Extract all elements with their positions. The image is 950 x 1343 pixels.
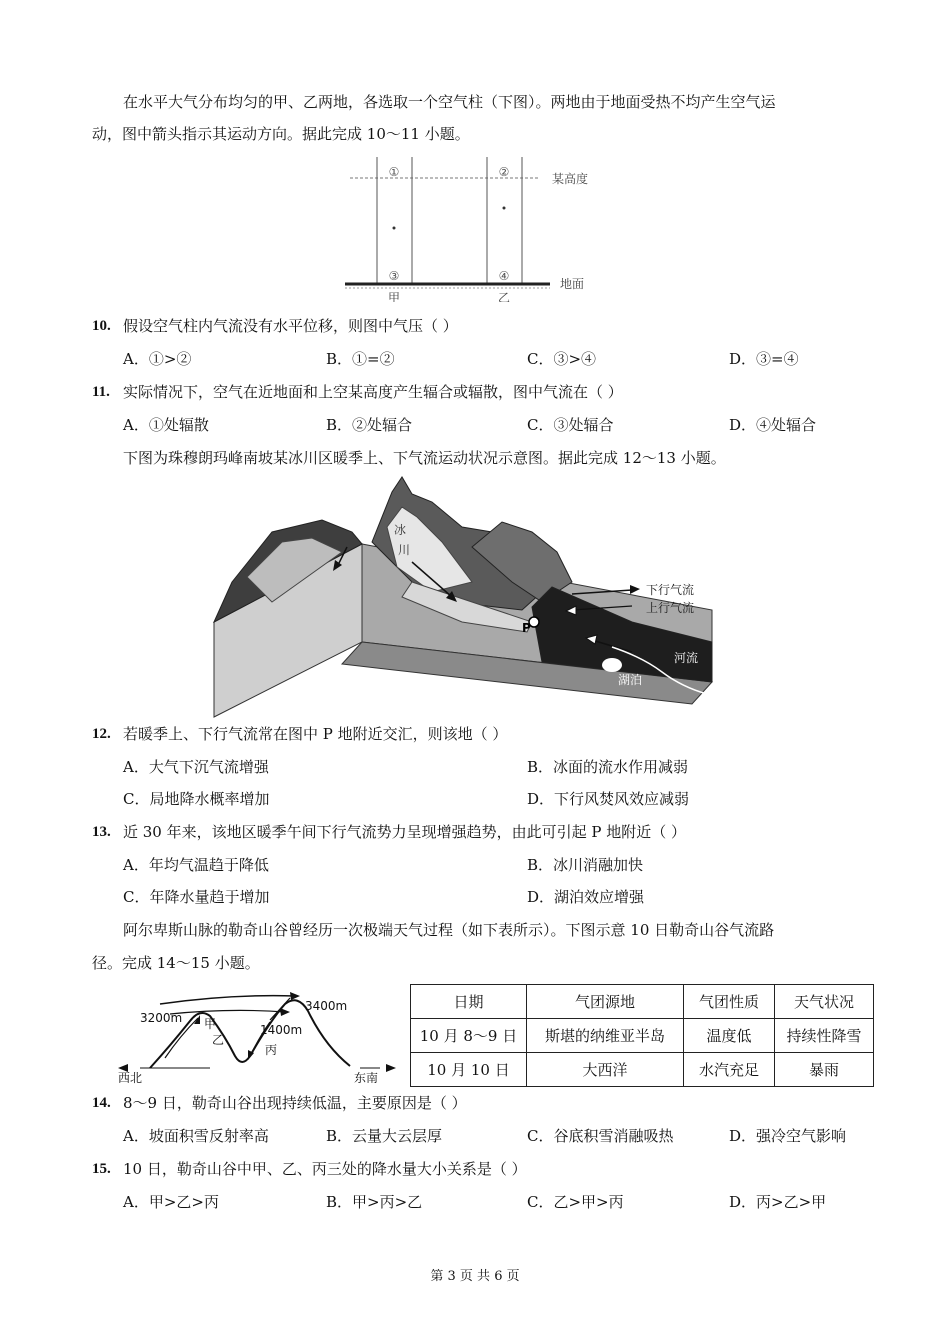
point-jia: 甲 <box>204 1017 217 1031</box>
q13-number: 13. <box>92 824 111 840</box>
q13-option-b[interactable]: B．冰川消融加快 <box>527 856 644 874</box>
q10-option-c[interactable]: C．③>④ <box>527 350 597 368</box>
page-footer: 第 3 页 共 6 页 <box>430 1269 520 1284</box>
up-flow-label: 上行气流 <box>646 601 695 615</box>
q12-stem: 若暖季上、下行气流常在图中 P 地附近交汇，则该地（ ） <box>123 725 508 743</box>
q11-option-c[interactable]: C．③处辐合 <box>527 416 614 434</box>
q10-option-b[interactable]: B．①=② <box>326 350 395 368</box>
marker-2: ② <box>498 165 510 179</box>
q11-option-d[interactable]: D．④处辐合 <box>729 416 817 434</box>
river-label: 河流 <box>674 651 699 665</box>
q14-option-d[interactable]: D．强冷空气影响 <box>729 1127 847 1145</box>
intro-14-15-line2: 径。完成 14～15 小题。 <box>92 954 260 972</box>
q15-option-d[interactable]: D．丙>乙>甲 <box>729 1193 827 1211</box>
q15-number: 15. <box>92 1161 111 1177</box>
q12-option-d[interactable]: D．下行风焚风效应减弱 <box>527 790 690 808</box>
q10-option-a[interactable]: A．①>② <box>123 350 192 368</box>
weather-table <box>410 984 874 1087</box>
intro-10-11-line1: 在水平大气分布均匀的甲、乙两地，各选取一个空气柱（下图）。两地由于地面受热不均产生空气运 <box>123 93 776 111</box>
height-1400: 1400m <box>260 1023 303 1037</box>
q11-option-a[interactable]: A．①处辐散 <box>123 416 209 434</box>
table-cell: 10 月 8～9 日 <box>411 1019 527 1053</box>
q13-stem: 近 30 年来，该地区暖季午间下行气流势力呈现增强趋势，由此可引起 P 地附近（ ） <box>123 823 687 841</box>
table-cell: 10 月 10 日 <box>411 1053 527 1087</box>
height-label: 某高度 <box>552 172 589 186</box>
table-header-row <box>411 985 874 1019</box>
direction-nw: 西北 <box>118 1071 143 1085</box>
q12-option-b[interactable]: B．冰面的流水作用减弱 <box>527 758 689 776</box>
q12-number: 12. <box>92 726 111 742</box>
q13-option-c[interactable]: C．年降水量趋于增加 <box>123 888 270 906</box>
glacier-block-diagram <box>212 472 732 720</box>
point-bing: 丙 <box>265 1043 278 1057</box>
location-yi: 乙 <box>497 291 511 302</box>
location-jia: 甲 <box>387 291 401 302</box>
table-header-cell: 日期 <box>411 985 527 1019</box>
q15-option-b[interactable]: B．甲>丙>乙 <box>326 1193 423 1211</box>
q15-option-c[interactable]: C．乙>甲>丙 <box>527 1193 624 1211</box>
q14-option-a[interactable]: A．坡面积雪反射率高 <box>123 1127 269 1145</box>
marker-3: ③ <box>388 269 400 283</box>
table-header-cell: 天气状况 <box>775 985 874 1019</box>
marker-4: ④ <box>498 269 510 283</box>
valley-airflow-figure <box>110 986 400 1086</box>
ground-label: 地面 <box>560 277 585 291</box>
q13-option-a[interactable]: A．年均气温趋于降低 <box>123 856 269 874</box>
air-column-figure <box>340 152 610 302</box>
intro-14-15-line1: 阿尔卑斯山脉的勒奇山谷曾经历一次极端天气过程（如下表所示）。下图示意 10 日勒奇山谷气流路 <box>123 921 775 939</box>
down-flow-label: 下行气流 <box>646 583 695 597</box>
height-3400: 3400m <box>305 999 348 1013</box>
q12-option-a[interactable]: A．大气下沉气流增强 <box>123 758 269 776</box>
q15-stem: 10 日，勒奇山谷中甲、乙、丙三处的降水量大小关系是（ ） <box>123 1160 527 1178</box>
lake-label: 湖泊 <box>618 673 643 687</box>
table-cell: 斯堪的纳维亚半岛 <box>527 1019 684 1053</box>
table-row <box>411 1019 874 1053</box>
glacier-label-2: 川 <box>398 543 411 557</box>
table-header-cell: 气团源地 <box>527 985 684 1019</box>
q12-option-c[interactable]: C．局地降水概率增加 <box>123 790 270 808</box>
height-3200: 3200m <box>140 1011 183 1025</box>
intro-10-11-line2: 动，图中箭头指示其运动方向。据此完成 10～11 小题。 <box>92 125 470 143</box>
table-cell: 持续性降雪 <box>775 1019 874 1053</box>
point-p: P <box>522 621 531 635</box>
q15-option-a[interactable]: A．甲>乙>丙 <box>123 1193 219 1211</box>
marker-1: ① <box>388 165 400 179</box>
q10-number: 10. <box>92 318 111 334</box>
q11-stem: 实际情况下，空气在近地面和上空某高度产生辐合或辐散，图中气流在（ ） <box>123 383 623 401</box>
intro-12-13: 下图为珠穆朗玛峰南坡某冰川区暖季上、下气流运动状况示意图。据此完成 12～13 小题。 <box>123 449 726 467</box>
q14-number: 14. <box>92 1095 111 1111</box>
q10-stem: 假设空气柱内气流没有水平位移，则图中气压（ ） <box>123 317 458 335</box>
table-header-cell: 气团性质 <box>684 985 775 1019</box>
q13-option-d[interactable]: D．湖泊效应增强 <box>527 888 645 906</box>
q10-option-d[interactable]: D．③=④ <box>729 350 799 368</box>
table-cell: 大西洋 <box>527 1053 684 1087</box>
table-cell: 暴雨 <box>775 1053 874 1087</box>
table-cell: 水汽充足 <box>684 1053 775 1087</box>
table-row <box>411 1053 874 1087</box>
q14-stem: 8～9 日，勒奇山谷出现持续低温，主要原因是（ ） <box>123 1094 467 1112</box>
q11-option-b[interactable]: B．②处辐合 <box>326 416 413 434</box>
table-cell: 温度低 <box>684 1019 775 1053</box>
q14-option-b[interactable]: B．云量大云层厚 <box>326 1127 443 1145</box>
glacier-label-1: 冰 <box>394 523 407 537</box>
q14-option-c[interactable]: C．谷底积雪消融吸热 <box>527 1127 674 1145</box>
q11-number: 11. <box>92 384 110 400</box>
direction-se: 东南 <box>354 1071 379 1085</box>
point-yi: 乙 <box>212 1033 225 1047</box>
